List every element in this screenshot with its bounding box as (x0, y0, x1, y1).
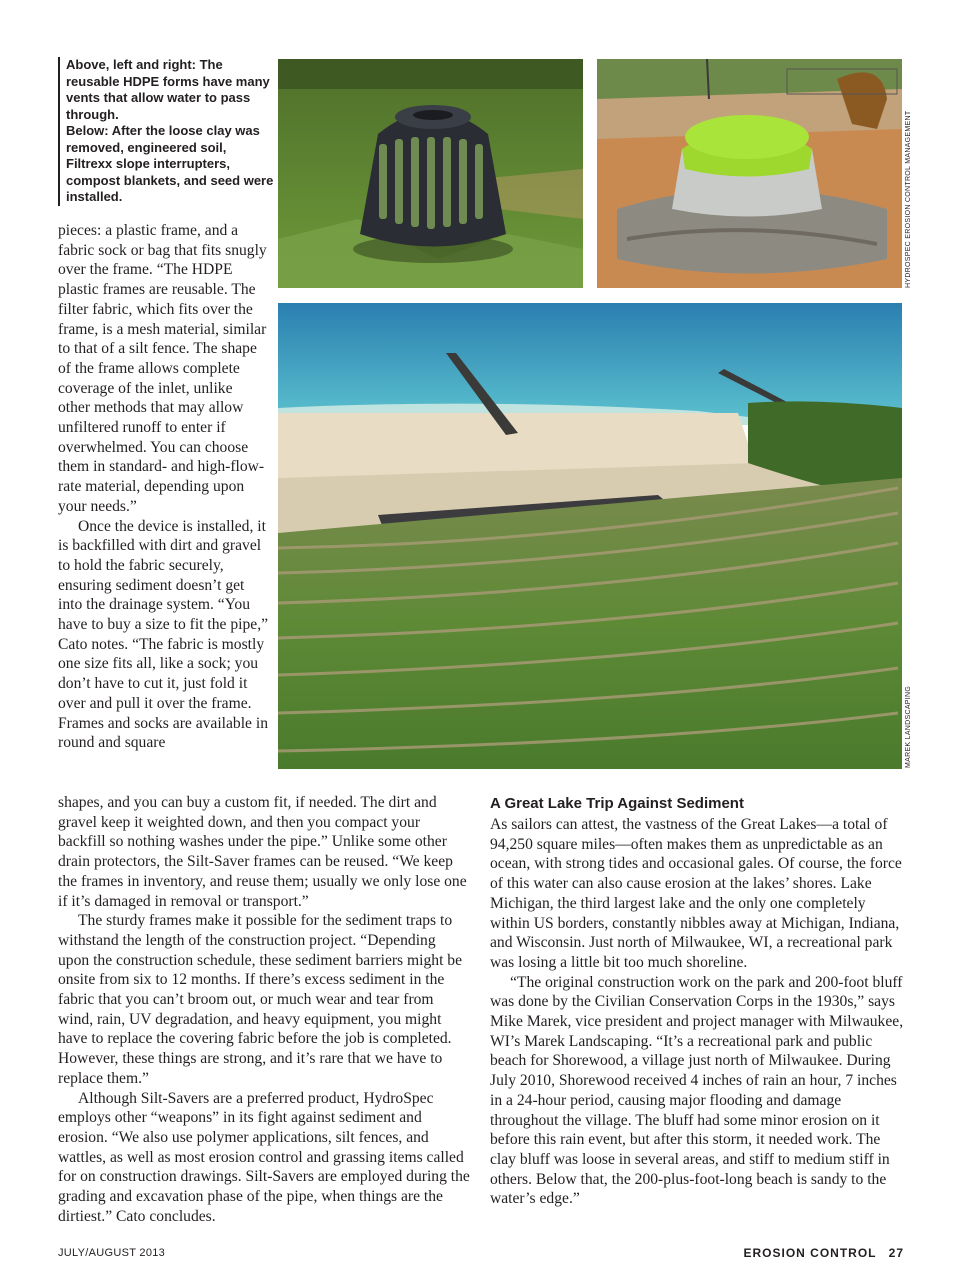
article-left-column (58, 793, 470, 1226)
footer-issue-date: JULY/AUGUST 2013 (58, 1247, 166, 1259)
article-paragraph: As sailors can attest, the vastness of the Great Lakes—a total of 94,250 square miles—often makes them as unpredictable as an ocean, with strong tides and occasional gales. Of course, the force of this water can also cause erosion at the lakes’ shores. Lake Michigan, the third largest lake and the only one completely within US borders, constantly nibbles away at Michigan, Indiana, and Wisconsin. Just north of Milwaukee, WI, a recreational park was losing a little bit too much shoreline. (490, 816, 902, 971)
caption-below: Below: After the loose clay was removed, engineered soil, Filtrexx slope interrupters, compost blankets, and seed were installed. (66, 123, 274, 204)
photo-covered-frame (597, 59, 902, 288)
footer-magazine-name: EROSION CONTROL (743, 1246, 877, 1260)
section-subhead: A Great Lake Trip Against Sediment (490, 795, 744, 812)
caption-above: Above, left and right: The reusable HDPE forms have many vents that allow water to pass through. (66, 57, 270, 122)
article-paragraph: “The original construction work on the park and 200-foot bluff was done by the Civilian Conservation Corps in the 1930s,” says Mike Marek, vice president and project manager with Milwaukee, WI’s Marek Landscaping. “It’s a recreational park and public beach for Shorewood, a village just north of Milwaukee. During July 2010, Shorewood received 4 inches of rain an hour, 7 inches in a 24-hour period, causing major flooding and damage throughout the village. The bluff had some minor erosion on it before this rain event, but after this storm, it needed work. The clay bluff was loose in several areas, and stiff to medium stiff in others. Below that, the 200-plus-foot-long beach is sandy to the water’s edge.” (490, 973, 904, 1208)
article-paragraph: shapes, and you can buy a custom fit, if needed. The dirt and gravel keep it weighted down, and then you compact your backfill so nothing washes under the pipe.” Unlike some other drain protectors, the Silt-Saver frames can be reused. “We keep the frames in inventory, and reuse them; usually we only lose one if it’s damaged in removal or transport.” (58, 794, 467, 910)
photo-hdpe-frame (278, 59, 583, 288)
footer-page-number: 27 (888, 1246, 904, 1260)
article-right-column (490, 795, 905, 1209)
photo-credit-hydrospec: HYDROSPEC EROSION CONTROL MANAGEMENT (905, 110, 912, 288)
article-paragraph: The sturdy frames make it possible for the sediment traps to withstand the length of the construction project. “Depending upon the construction schedule, these sediment barriers might be onsite from six to 12 months. If there’s excess sediment in the fabric that you can’t broom out, or much wear and tear from wind, rain, UV degradation, and heavy equipment, you might have to replace the covering fabric before the job is completed. However, these things are strong, and it’s rare that we have to replace them.” (58, 912, 463, 1087)
photo-bluff-lake (278, 303, 902, 769)
footer-folio (744, 1246, 905, 1260)
article-narrow-column (58, 221, 268, 753)
article-paragraph: pieces: a plastic frame, and a fabric sock or bag that fits snugly over the frame. “The HDPE plastic frames are reusable. The filter fabric, which fits over the frame, is a mesh material, similar to that of a silt fence. The shape of the frame allows complete coverage of the inlet, unlike other methods that may allow unfiltered runoff to enter if overwhelmed. You can choose them in standard- and high-flow-rate material, depending upon your needs.” (58, 222, 267, 515)
photo-caption (58, 57, 276, 206)
article-paragraph: Although Silt-Savers are a preferred product, HydroSpec employs other “weapons” in its fight against sediment and erosion. “We also use polymer applications, silt fences, and wattles, as well as most erosion control and grassing items called for on construction drawings. Silt-Savers are employed during the grading and excavation phase of the pipe, when things are the dirtiest.” Cato concludes. (58, 1089, 470, 1225)
photo-credit-marek: MAREK LANDSCAPING (905, 685, 912, 768)
article-paragraph: Once the device is installed, it is backfilled with dirt and gravel to hold the fabric securely, ensuring sediment doesn’t get into the drainage system. “You have to buy a size to fit the pipe,” Cato notes. “The fabric is mostly one size fits all, like a sock; you don’t have to cut it, just fold it over and pull it over the frame. Frames and socks are available in round and square (58, 517, 269, 752)
